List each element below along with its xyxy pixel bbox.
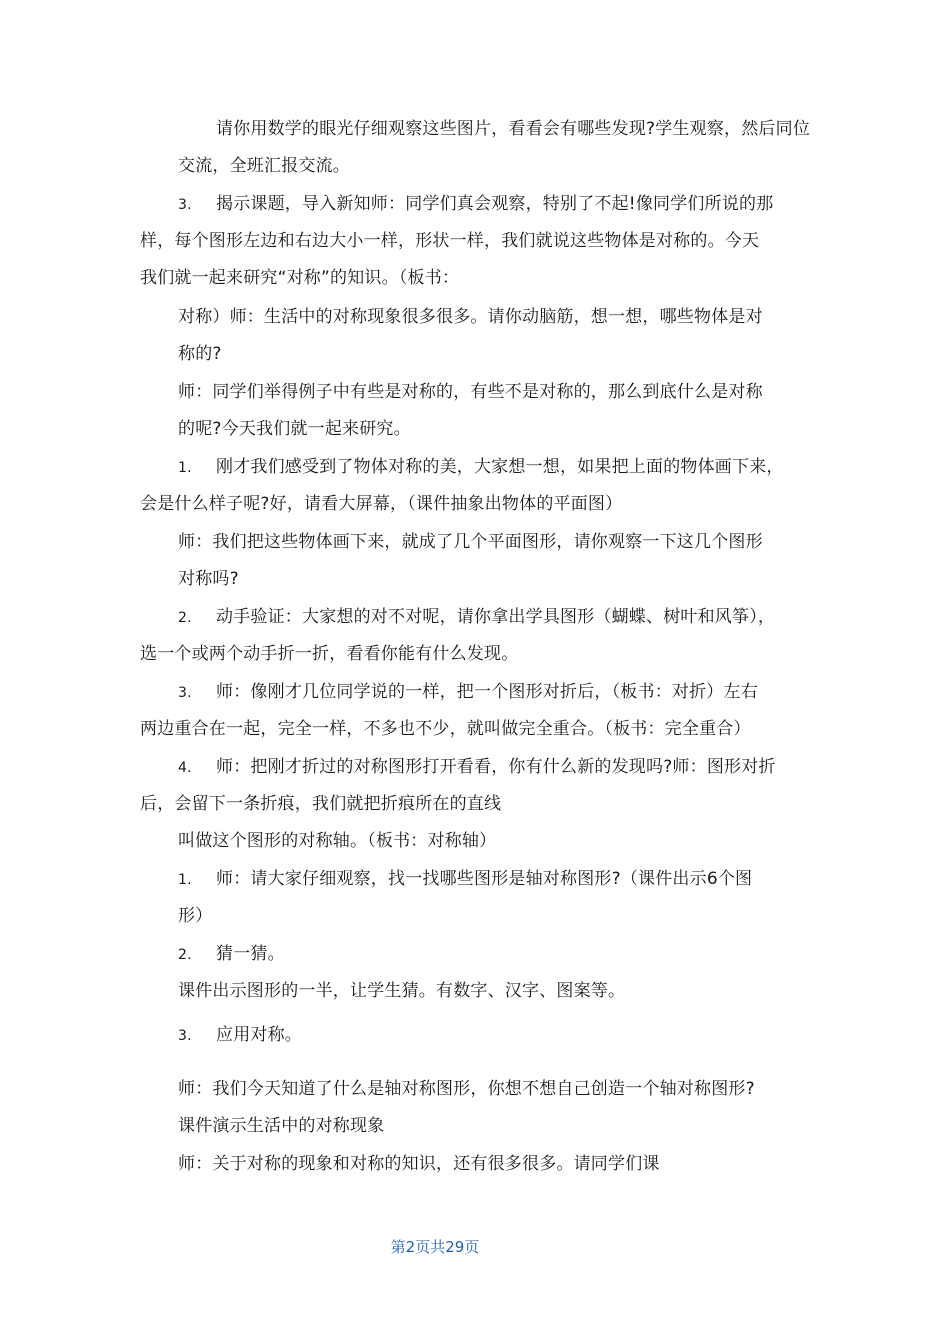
paragraph-line: 会是什么样子呢?好，请看大屏幕，（课件抽象出物体的平面图） (140, 494, 623, 514)
paragraph-line: 2. 动手验证：大家想的对不对呢，请你拿出学具图形（蝴蝶、树叶和风筝）， (178, 607, 776, 627)
paragraph-line: 叫做这个图形的对称轴。（板书：对称轴） (178, 831, 497, 851)
page-number-footer: 第2页共29页 (390, 1238, 480, 1256)
paragraph-line: 师：我们把这些物体画下来，就成了几个平面图形，请你观察一下这几个图形 (178, 532, 763, 552)
paragraph-line: 师：同学们举得例子中有些是对称的，有些不是对称的，那么到底什么是对称 (178, 382, 763, 402)
paragraph-line: 样，每个图形左边和右边大小一样，形状一样，我们就说这些物体是对称的。今天 (140, 231, 760, 251)
paragraph-line: 1. 刚才我们感受到了物体对称的美，大家想一想，如果把上面的物体画下来， (178, 457, 784, 477)
paragraph-line: 后，会留下一条折痕，我们就把折痕所在的直线 (140, 794, 502, 814)
paragraph-line: 的呢?今天我们就一起来研究。 (178, 419, 411, 439)
paragraph-line: 4. 师：把刚才折过的对称图形打开看看，你有什么新的发现吗?师：图形对折 (178, 757, 776, 777)
paragraph-line: 师：我们今天知道了什么是轴对称图形，你想不想自己创造一个轴对称图形? (178, 1079, 755, 1099)
paragraph-line: 对称吗? (178, 569, 239, 589)
paragraph-line: 课件演示生活中的对称现象 (178, 1116, 385, 1136)
paragraph-line: 我们就一起来研究“对称”的知识。（板书： (140, 268, 460, 288)
paragraph-line: 3. 师：像刚才几位同学说的一样，把一个图形对折后，（板书：对折）左右 (178, 682, 758, 702)
paragraph-line: 师：关于对称的现象和对称的知识，还有很多很多。请同学们课 (178, 1154, 660, 1174)
paragraph-line: 3. 揭示课题，导入新知师：同学们真会观察，特别了不起!像同学们所说的那 (178, 194, 774, 214)
paragraph-line: 2. 猜一猜。 (178, 944, 285, 964)
paragraph-line: 3. 应用对称。 (178, 1025, 302, 1045)
paragraph-line: 两边重合在一起，完全一样，不多也不少，就叫做完全重合。（板书：完全重合） (140, 719, 751, 739)
paragraph-line: 选一个或两个动手折一折，看看你能有什么发现。 (140, 644, 519, 664)
paragraph-line: 形） (178, 906, 213, 926)
paragraph-line: 1. 师：请大家仔细观察，找一找哪些图形是轴对称图形?（课件出示6个图 (178, 869, 753, 889)
paragraph-line: 请你用数学的眼光仔细观察这些图片，看看会有哪些发现?学生观察，然后同位 (216, 119, 811, 139)
paragraph-line: 称的? (178, 344, 222, 364)
paragraph-line: 课件出示图形的一半，让学生猜。有数字、汉字、图案等。 (178, 981, 626, 1001)
paragraph-line: 对称）师：生活中的对称现象很多很多。请你动脑筋，想一想，哪些物体是对 (178, 307, 763, 327)
paragraph-line: 交流，全班汇报交流。 (178, 156, 350, 176)
